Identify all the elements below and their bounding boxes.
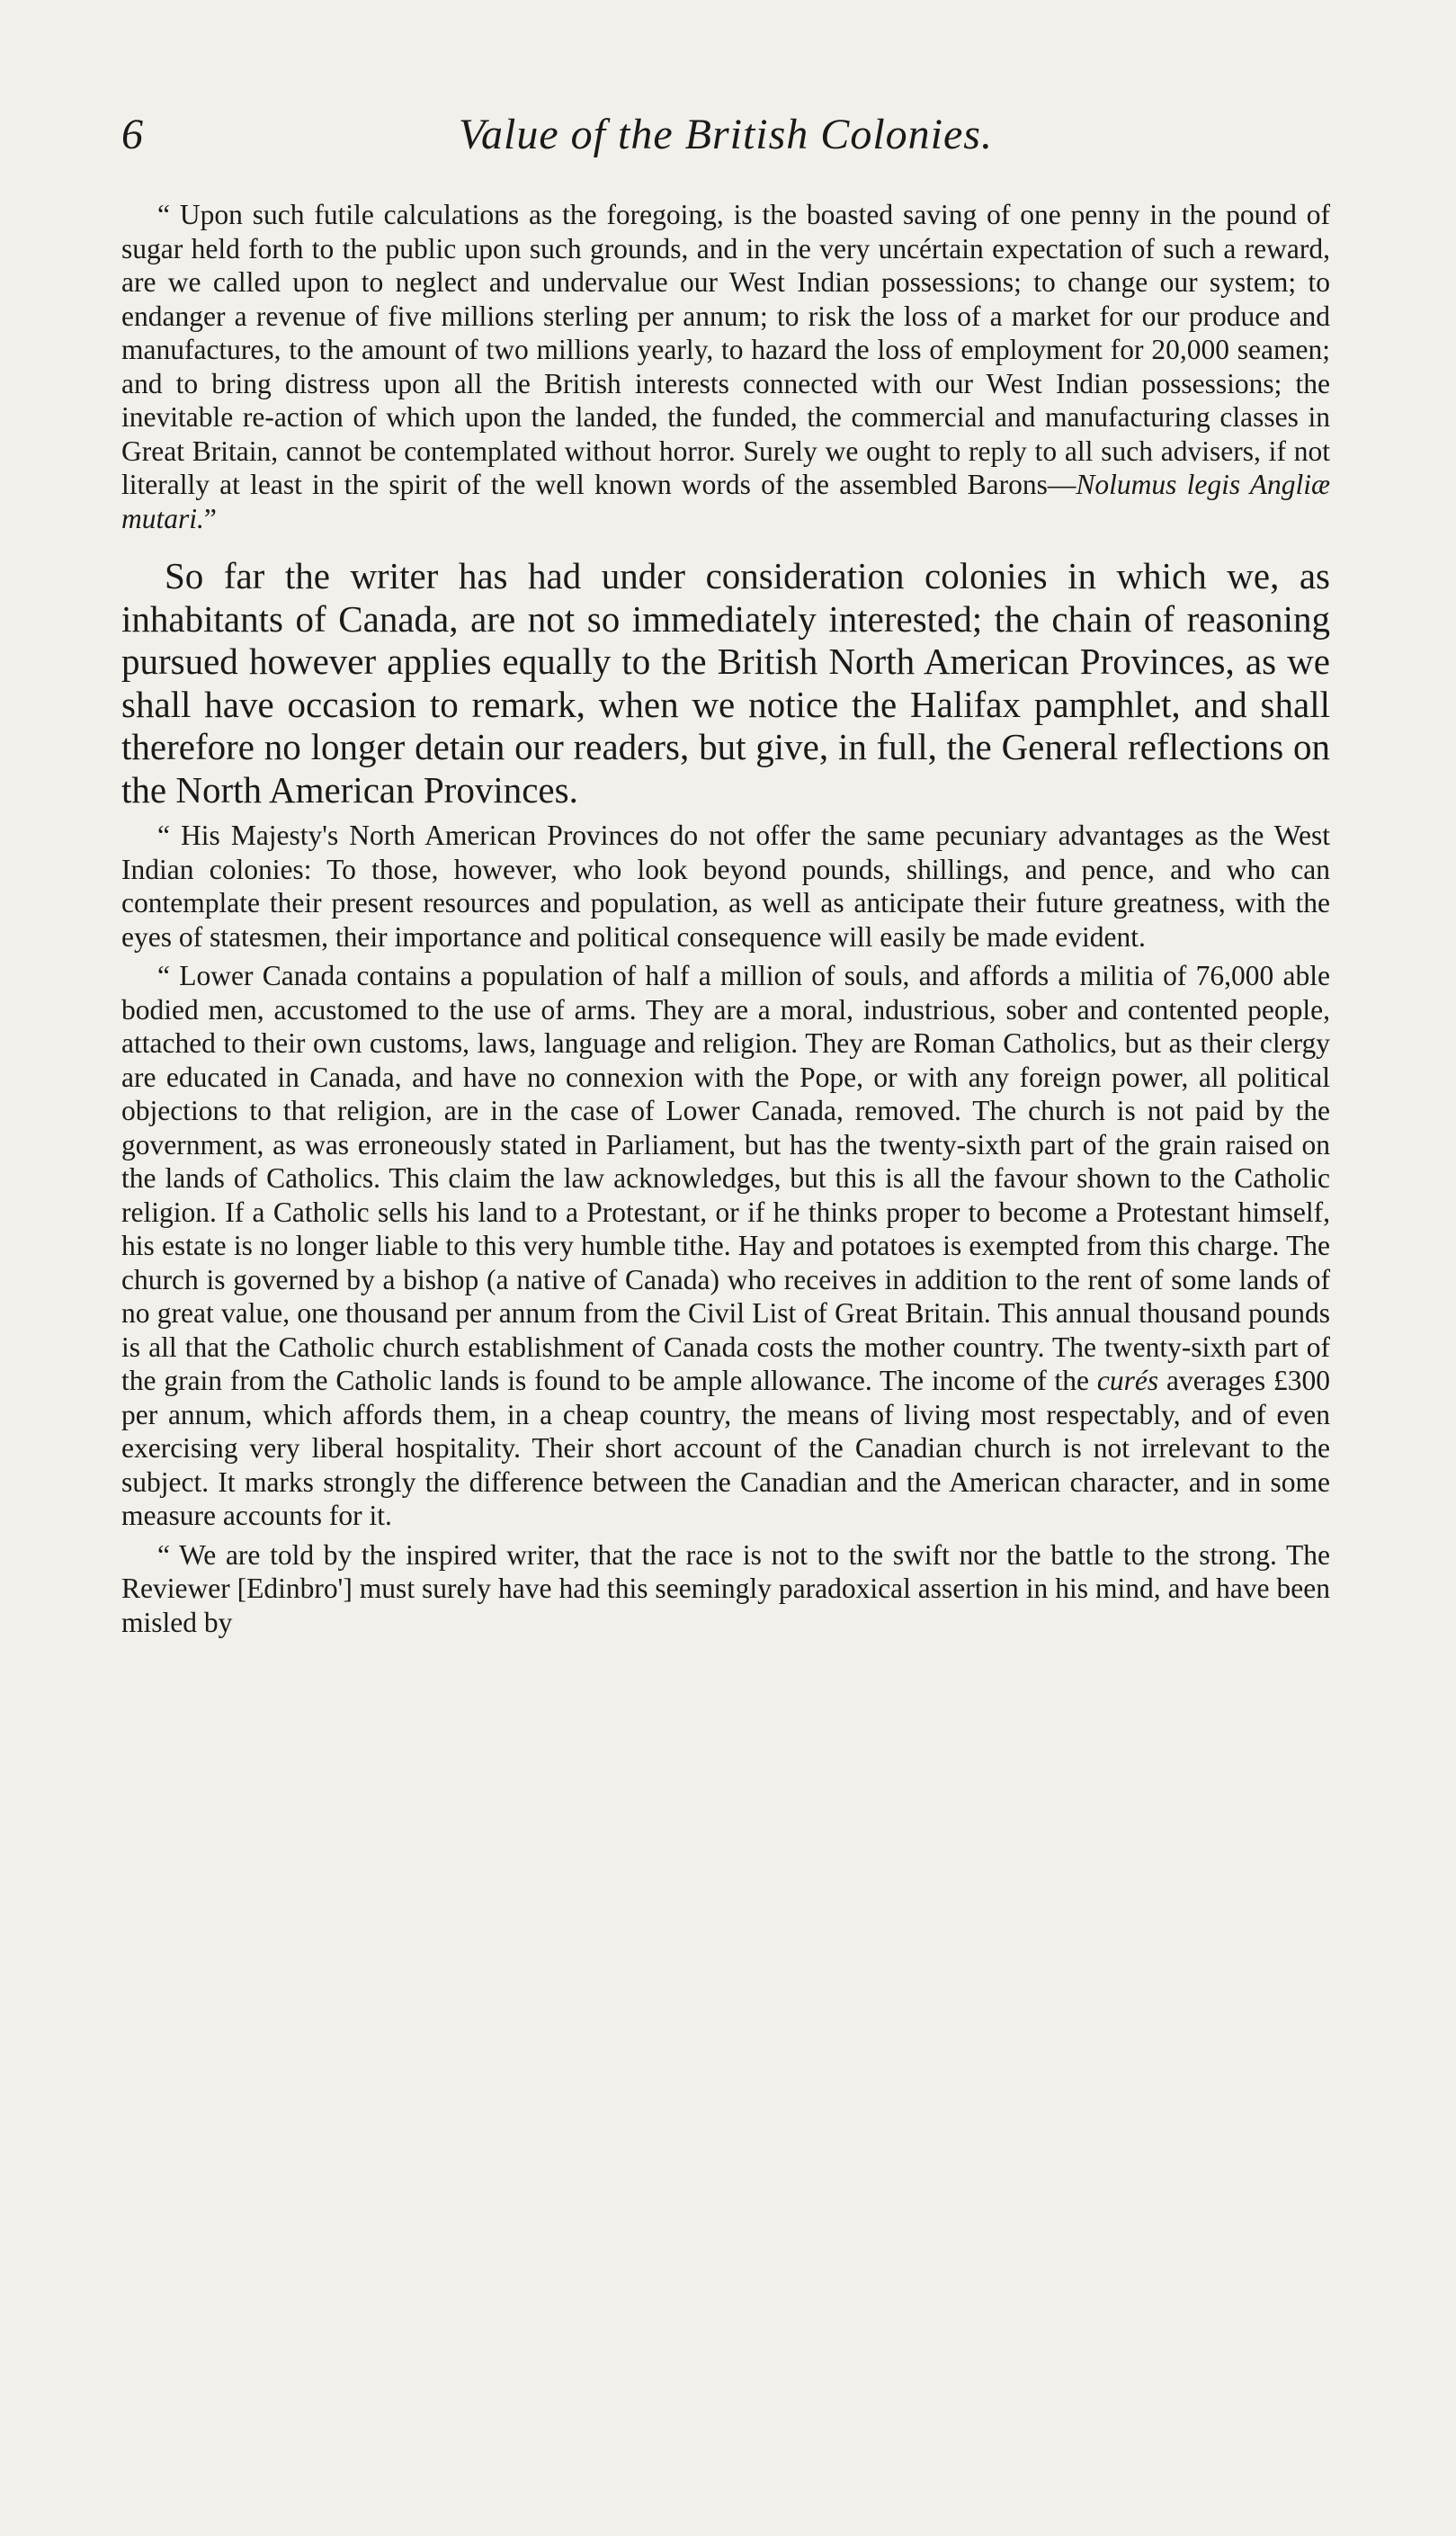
quote-paragraph-reviewer: “ We are told by the inspired writer, that the race is not to the swift nor the battle to the strong. The Reviewer [Edinbro'] must surely have had this seemingly paradoxical assertion in his mind, and have been misled by	[121, 1538, 1330, 1638]
quote-text-continued: averages £300 per annum, which affords them, in a cheap country, the means of living most respectably, and of even exercising very liberal hospitality. Their short account of the Canadian church is not irrelevant to the subject. It marks strongly the difference between the Canadian and the American character, and in some measure accounts for it.	[121, 1365, 1330, 1531]
closing-quote: ”	[203, 502, 217, 534]
quoted-passage-top	[121, 198, 1330, 535]
running-title: Value of the British Colonies.	[459, 111, 993, 158]
italic-word: curés	[1096, 1365, 1159, 1396]
quote-paragraph-provinces: “ His Majesty's North American Provinces do not offer the same pecuniary advantages as the West Indian colonies: To those, however, who look beyond pounds, shillings, and pence, and who can contemplate their present resources and population, as well as anticipate their future greatness, with the eyes of statesmen, their importance and political consequence will easily be made evident.	[121, 820, 1330, 953]
quote-text: “ Upon such futile calculations as the foregoing, is the boasted saving of one penny in the pound of sugar held forth to the public upon such grounds, and in the very uncértain expectation of such a reward, are we called upon to neglect and undervalue our West Indian possessions; to change our system; to endanger a revenue of five millions sterling per annum; to risk the loss of a market for our produce and manufactures, to the amount of two millions yearly, to hazard the loss of employment for 20,000 seamen; and to bring distress upon all the British interests connected with our West Indian possessions; the inevitable re-action of which upon the landed, the funded, the commercial and manufacturing classes in Great Britain, cannot be contemplated without horror. Surely we ought to reply to all such advisers, if not literally at least in the spirit of the well known words of the assembled Barons—	[121, 199, 1330, 500]
quote-paragraph-lower-canada	[121, 959, 1330, 1533]
page-number: 6	[121, 111, 143, 158]
quoted-passage-bottom	[121, 819, 1330, 1639]
quote-paragraph	[121, 198, 1330, 535]
running-head	[121, 108, 1330, 162]
body-paragraph: So far the writer has had under consideration colonies in which we, as inhabitants of Canada, are not so immediately interested; the chain of reasoning pursued however applies equally to the British North American Provinces, as we shall have occasion to remark, when we notice the Halifax pamphlet, and shall therefore no longer detain our readers, but give, in full, the General reflections on the North American Provinces.	[121, 555, 1330, 811]
latin-phrase: Nolumus legis Angliæ mutari.	[121, 469, 1330, 534]
quote-text: “ Lower Canada contains a population of half a million of souls, and affords a militia of 76,000 able bodied men, accustomed to the use of arms. They are a moral, industrious, sober and contented people, attached to their own customs, laws, language and religion. They are Roman Catholics, but as their clergy are educated in Canada, and have no connexion with the Pope, or with any foreign power, all political objections to that religion, are in the case of Lower Canada, removed. The church is not paid by the government, as was erroneously stated in Parliament, but has the twenty-sixth part of the grain raised on the lands of Catholics. This claim the law acknowledges, but this is all the favour shown to the Catholic religion. If a Catholic sells his land to a Protestant, or if he thinks proper to become a Protestant himself, his estate is no longer liable to this very humble tithe. Hay and potatoes is exempted from this charge. The church is governed by a bishop (a native of Canada) who receives in addition to the rent of some lands of no great value, one thousand per annum from the Civil List of Great Britain. This annual thousand pounds is all that the Catholic church establishment of Canada costs the mother country. The twenty-sixth part of the grain from the Catholic lands is found to be ample allowance. The income of the	[121, 960, 1330, 1396]
